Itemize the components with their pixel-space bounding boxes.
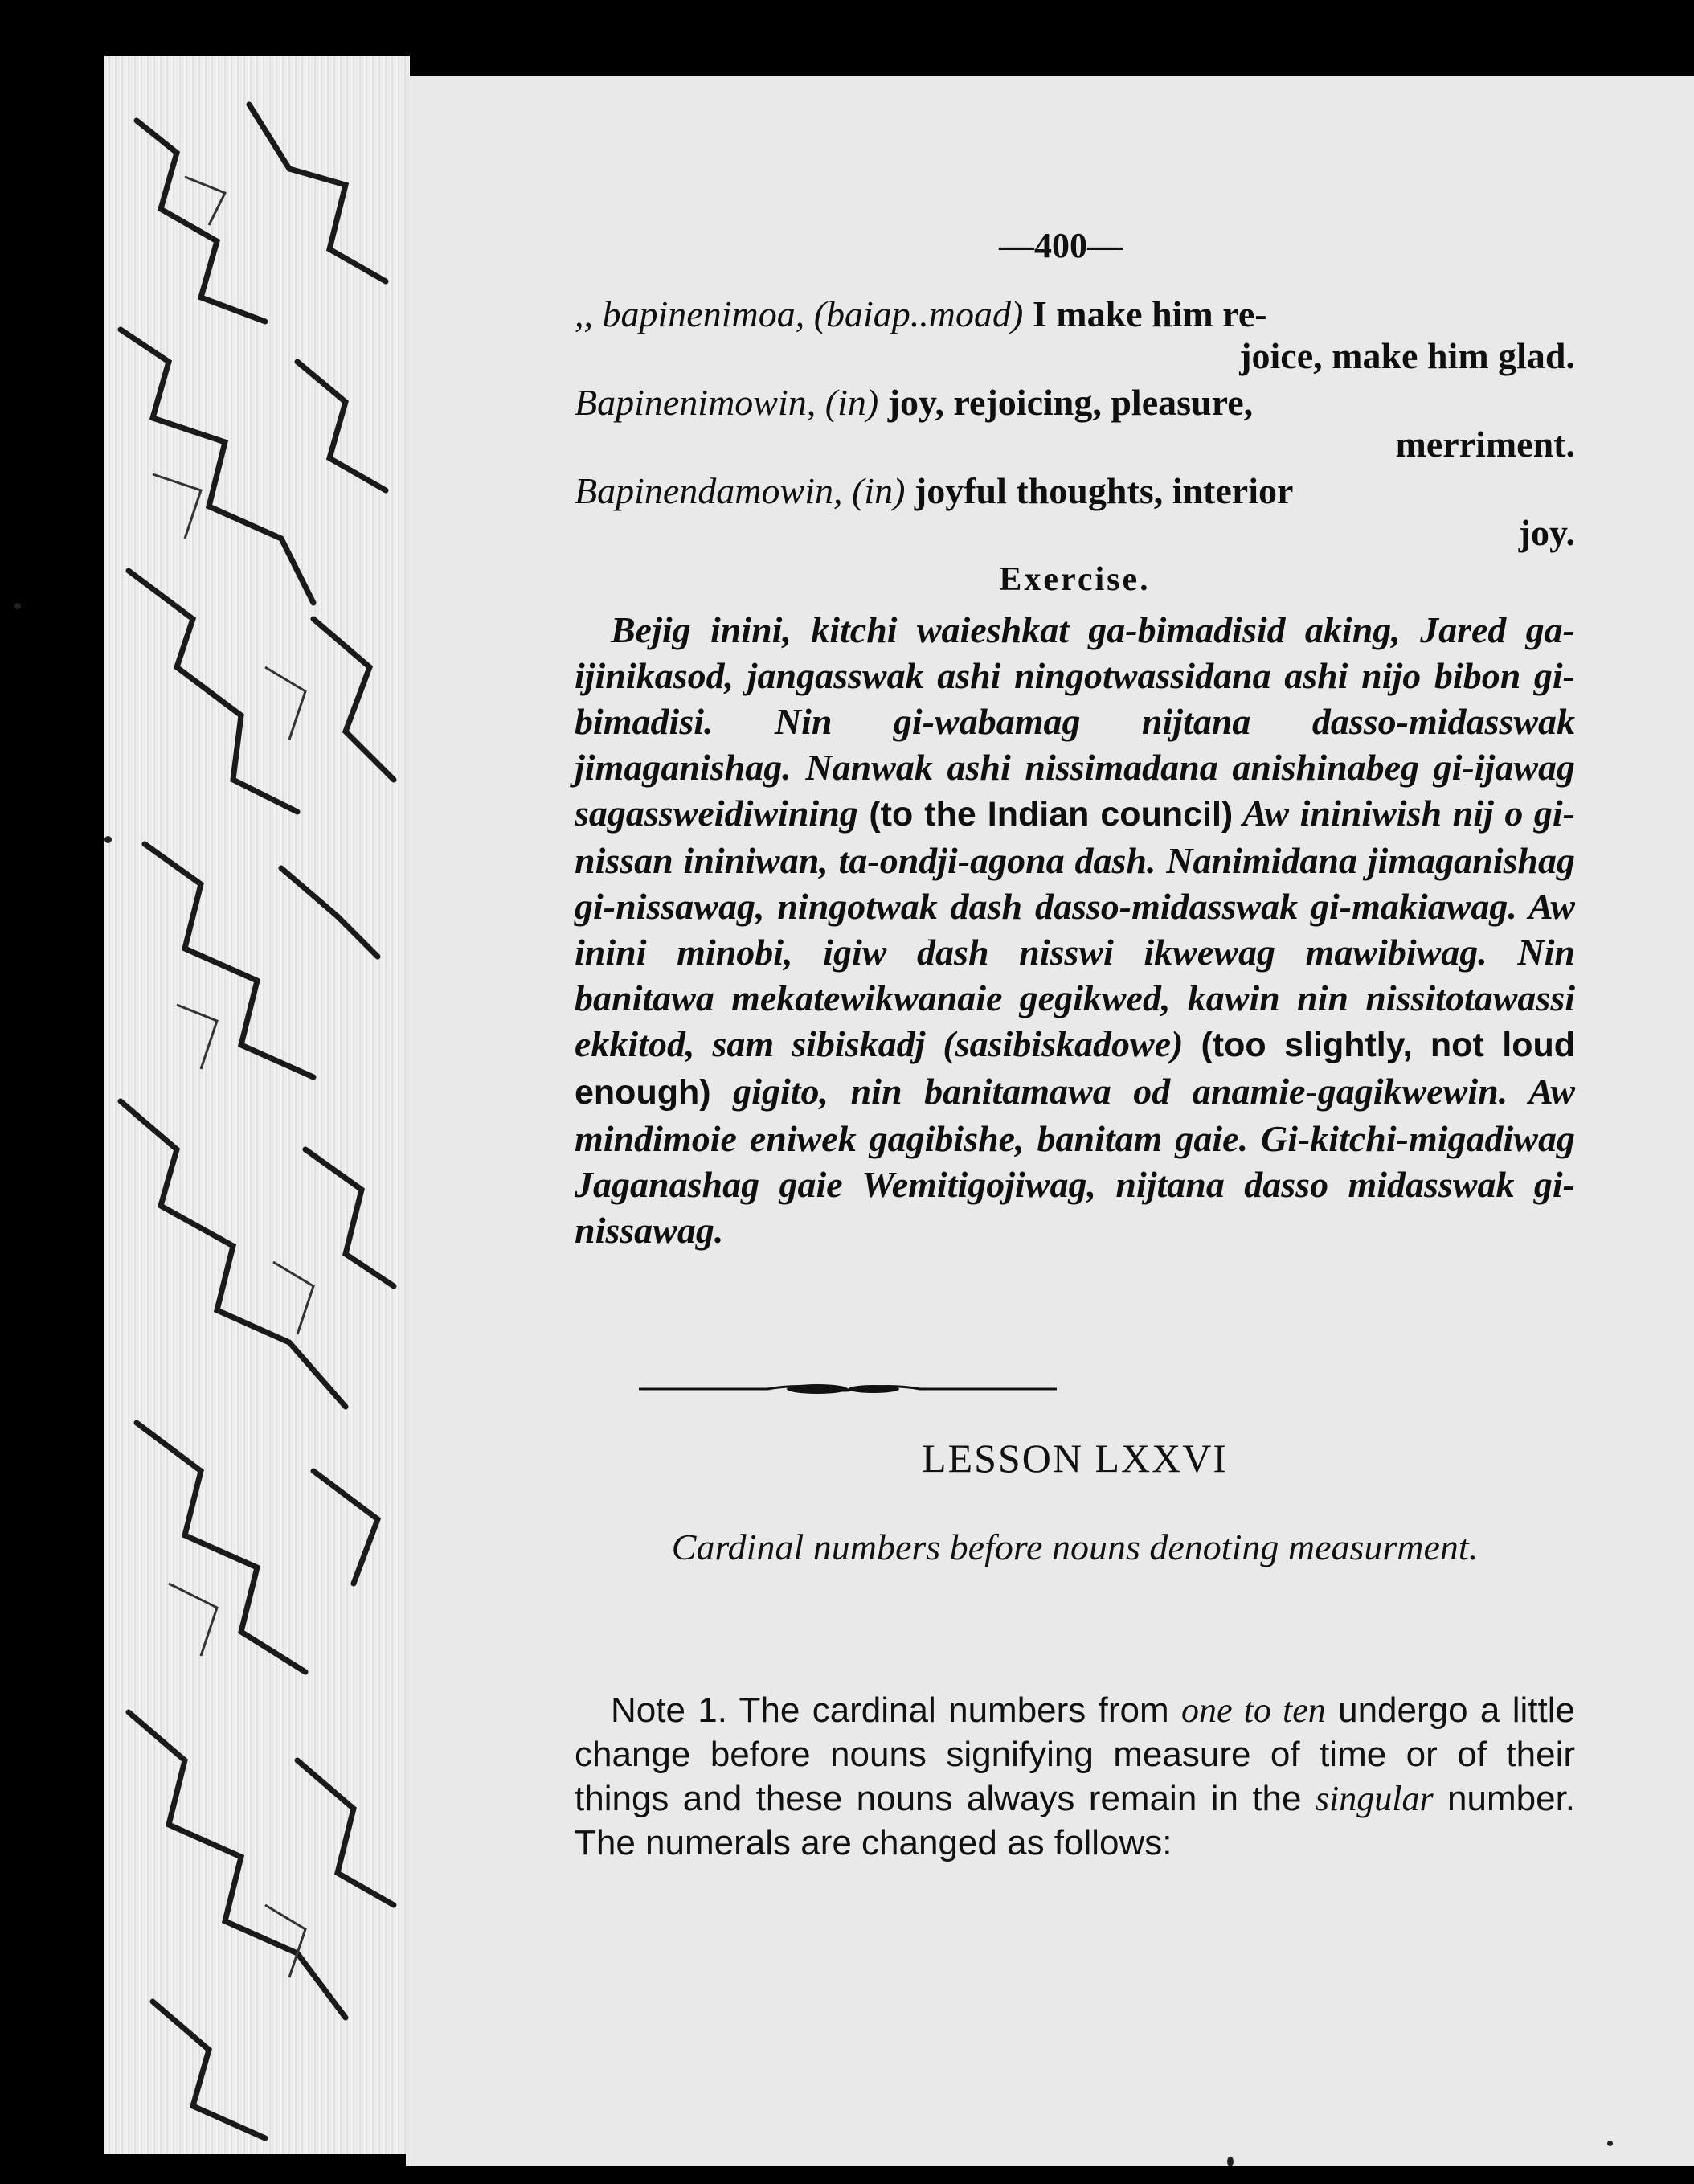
entry-gloss: joy, rejoicing, pleasure, <box>887 382 1254 423</box>
vocabulary-entry <box>575 470 1575 554</box>
scan-speck <box>104 836 112 843</box>
entry-variant: (in) <box>851 470 906 511</box>
vocabulary-entries <box>575 293 1575 1253</box>
entry-prefix: ,, <box>575 293 593 334</box>
lesson-subtitle: Cardinal numbers before nouns denoting measurment. <box>671 1526 1479 1567</box>
entry-variant: (baiap..moad) <box>813 293 1024 334</box>
exercise-paragraph <box>575 607 1575 1253</box>
scan-speck <box>14 603 21 609</box>
exercise-translation-note: (to the Indian council) <box>869 795 1234 834</box>
vocabulary-entry <box>575 293 1575 377</box>
entry-gloss-continuation: joice, make him glad. <box>1239 335 1575 376</box>
scan-speck <box>1227 2157 1234 2166</box>
exercise-text-part: gigito, nin banitamawa od anamie-gagikwewin. Aw mindimoie eniwek gagibishe, banitam gaie. Gi-kitchi-migadiwag Jaganashag gaie Wemitigojiwag, nijtana dasso midasswak gi-nissawag. <box>575 1071 1576 1251</box>
exercise-text-part: Aw ininiwish nij o gi-nissan ininiwan, ta-ondji-agona dash. Nanimidana jimaganishag gi-nissawag, ningotwak dash dasso-midasswak gi-makiawag. Aw inini minobi, igiw dash nisswi ikwewag mawibiwag. Nin banitawa mekatewikwanaie gegikwed, kawin nin nissitotawassi ekkitod, sam sibiskadj (sasibiskadowe) <box>575 793 1575 1064</box>
note-text: undergo a little change before nouns signifying measure of time or of their things and these nouns always remain in the <box>575 1690 1575 1818</box>
entry-headword: Bapinenimowin, <box>575 382 816 423</box>
note-emphasis: one to ten <box>1181 1690 1326 1730</box>
entry-gloss-continuation: joy. <box>1518 512 1575 553</box>
lesson-title: LESSON LXXVI <box>922 1436 1228 1481</box>
exercise-translation-note: (too slightly, not loud enough) <box>575 1026 1575 1112</box>
note-text: number. The numerals are changed as follows: <box>575 1779 1576 1862</box>
note-paragraph <box>575 1688 1575 1865</box>
exercise-text-part: Bejig inini, kitchi waieshkat ga-bimadisid aking, Jared ga-ijinikasod, jangasswak ashi ningotwassidana ashi nijo bibon gi-bimadisi. Nin gi-wabamag nijtana dasso-midasswak jimaganishag. Nanwak ashi nissimadana anishinabeg gi-ijawag sagassweidiwining <box>575 609 1575 834</box>
entry-variant: (in) <box>824 382 879 423</box>
entry-gloss: joyful thoughts, interior <box>914 470 1294 511</box>
book-page <box>406 76 1694 2166</box>
note-emphasis: singular <box>1315 1779 1434 1818</box>
entry-headword: Bapinendamowin, <box>575 470 843 511</box>
marbling-pattern <box>104 56 410 2154</box>
marbled-page-edge <box>104 56 410 2154</box>
note-text: Note 1. The cardinal numbers from <box>611 1690 1169 1730</box>
entry-gloss-continuation: merriment. <box>1395 424 1575 465</box>
exercise-heading: Exercise. <box>999 561 1151 598</box>
entry-headword: bapinenimoa, <box>602 293 805 334</box>
scan-speck <box>1607 2141 1613 2146</box>
page-number: —400— <box>999 226 1123 265</box>
vocabulary-entry <box>575 382 1575 465</box>
entry-gloss: I make him re- <box>1032 293 1267 334</box>
ornamental-divider <box>639 1377 1057 1401</box>
